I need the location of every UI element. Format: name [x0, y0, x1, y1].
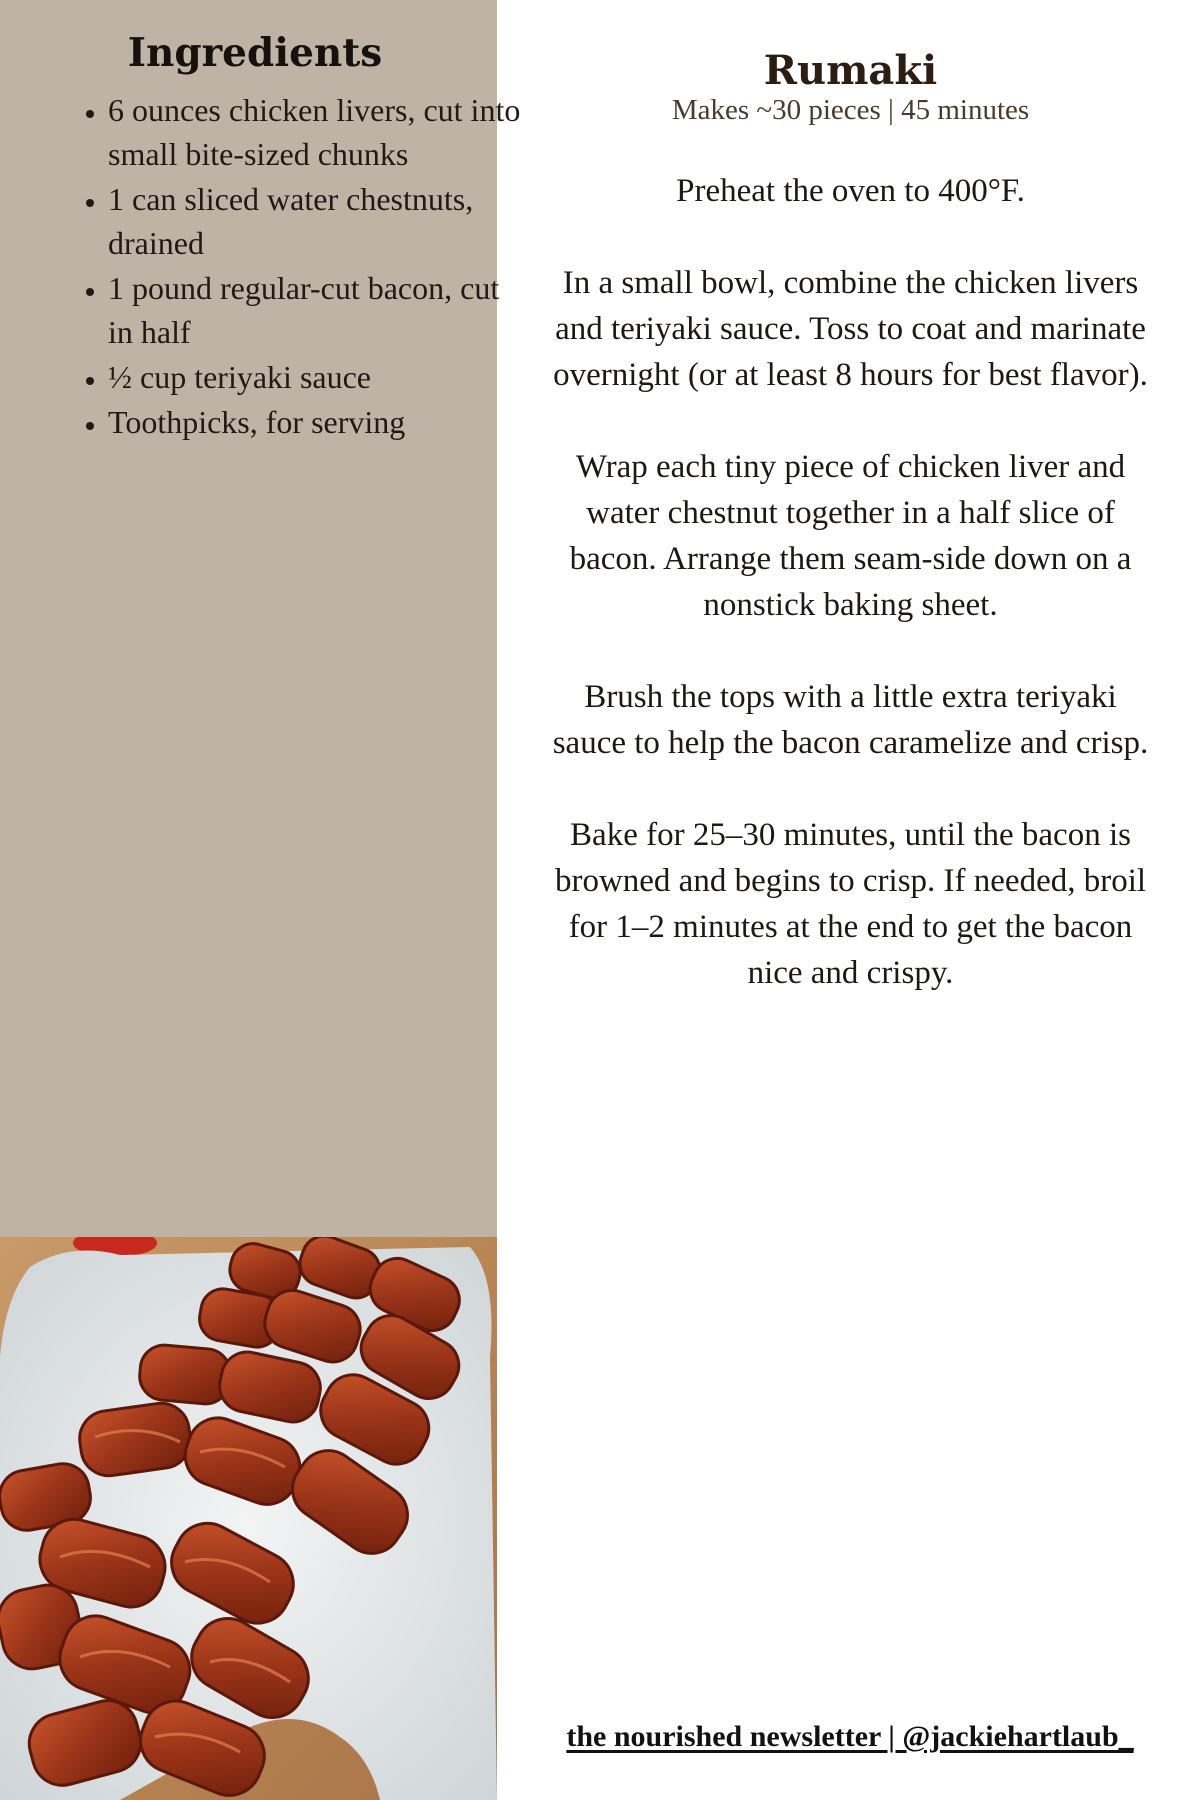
ingredients-list — [62, 88, 528, 445]
ingredient-item: • 1 pound regular-cut bacon, cut in half — [108, 266, 528, 354]
ingredient-item: • 6 ounces chicken livers, cut into small bite-sized chunks — [108, 88, 528, 176]
recipe-step: Wrap each tiny piece of chicken liver and water chestnut together in a half slice of bacon. Arrange them seam-side down on a nonstick baking sheet. — [569, 449, 1132, 623]
recipe-step: Brush the tops with a little extra teriyaki sauce to help the bacon caramelize and crisp. — [552, 679, 1149, 761]
recipe-step: Preheat the oven to 400°F. — [676, 173, 1025, 209]
rumaki-photo — [0, 1237, 497, 1800]
recipe-step: In a small bowl, combine the chicken livers and teriyaki sauce. Toss to coat and marinate overnight (or at least 8 hours for best flavor). — [553, 265, 1148, 393]
ingredient-item: • Toothpicks, for serving — [108, 400, 528, 444]
ingredient-item: • ½ cup teriyaki sauce — [108, 355, 528, 399]
recipe-step: Bake for 25–30 minutes, until the bacon is browned and begins to crisp. If needed, broil for 1–2 minutes at the end to get the bacon nice and crispy. — [554, 817, 1147, 991]
ingredients-title: Ingredients — [127, 30, 383, 76]
recipe-title: Rumaki — [763, 47, 938, 94]
footer-credit: the nourished newsletter | @jackiehartlaub_ — [566, 1720, 1134, 1753]
ingredient-item: • 1 can sliced water chestnuts, drained — [108, 177, 528, 265]
ingredients-panel — [0, 0, 521, 1237]
recipe-meta: Makes ~30 pieces | 45 minutes — [671, 94, 1030, 126]
recipe-steps — [548, 168, 1153, 1042]
